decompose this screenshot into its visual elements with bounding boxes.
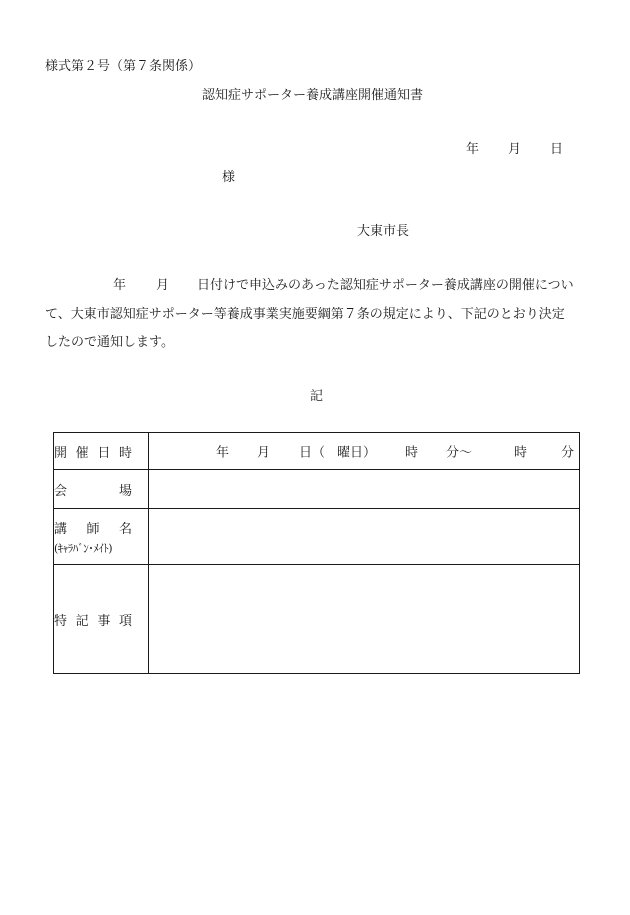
- body-text: [45, 272, 593, 358]
- table-row-instructor: [54, 509, 580, 565]
- dt-minute2: 分: [561, 445, 575, 461]
- instructor-field[interactable]: [149, 509, 580, 565]
- date-year-label: 年: [466, 142, 480, 157]
- issuer: 大東市長: [357, 224, 410, 239]
- label-notes: 特 記 事 項: [54, 565, 149, 674]
- table-row-datetime: [54, 433, 580, 470]
- date-day-label: 日: [550, 142, 564, 157]
- body-line-2: て、大東市認知症サポーター等養成事業実施要綱第７条の規定により、下記のとおり決定: [45, 306, 565, 322]
- date-line: [466, 138, 563, 157]
- body-year: 年: [113, 278, 127, 293]
- document-title: 認知症サポーター養成講座開催通知書: [202, 88, 424, 103]
- details-table: [53, 432, 580, 674]
- ki-heading: 記: [310, 389, 324, 404]
- label-venue: 会 場: [54, 470, 149, 509]
- dt-hour2: 時: [514, 445, 528, 461]
- dt-hour1: 時: [405, 445, 419, 461]
- body-line-1-rest: 日付けで申込みのあった認知症サポーター養成講座の開催につい: [197, 278, 574, 293]
- dt-weekday: 曜日）: [337, 445, 377, 461]
- body-line-3: したので通知します。: [45, 335, 174, 350]
- addressee-suffix: 様: [222, 170, 236, 185]
- notes-field[interactable]: [149, 565, 580, 674]
- table-row-venue: [54, 470, 580, 509]
- label-instructor-sub: (ｷｬﾗﾊﾞﾝ･ﾒｲﾄ): [54, 541, 113, 555]
- venue-field[interactable]: [149, 470, 580, 509]
- dt-minute-tilde: 分～: [446, 445, 473, 461]
- label-instructor: 講 師 名 (ｷｬﾗﾊﾞﾝ･ﾒｲﾄ): [54, 509, 149, 565]
- datetime-field[interactable]: [149, 433, 580, 470]
- dt-month: 月: [257, 445, 271, 461]
- dt-year: 年: [216, 445, 230, 461]
- dt-day: 日（: [299, 445, 326, 461]
- body-line-1: [45, 272, 593, 301]
- form-number: 様式第２号（第７条関係）: [45, 59, 202, 74]
- label-datetime: 開 催 日 時: [54, 433, 149, 470]
- date-month-label: 月: [508, 142, 522, 157]
- table-row-notes: [54, 565, 580, 674]
- body-month: 月: [156, 278, 170, 293]
